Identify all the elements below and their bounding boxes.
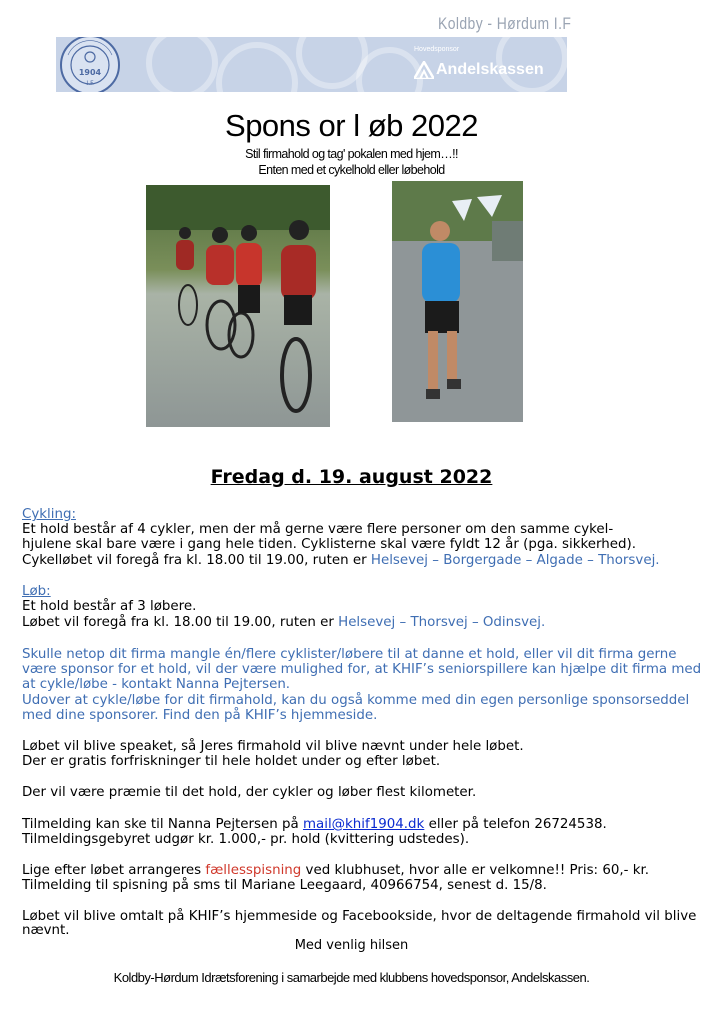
subtitle: Stil firmahold og tag' pokalen med hjem…!! bbox=[245, 147, 458, 161]
sponsor-info: Udover at cykle/løbe for dit firmahold, kan du også komme med din egen personlige sponsorseddel bbox=[22, 693, 690, 708]
signup-line bbox=[22, 817, 607, 832]
dinner-highlight: fællesspisning bbox=[205, 863, 302, 878]
page-title: Spons or l øb 2022 bbox=[225, 108, 478, 143]
lob-route-line bbox=[22, 615, 545, 630]
closing-text: nævnt. bbox=[22, 923, 70, 938]
dinner-line bbox=[22, 863, 649, 878]
lob-route: Helsevej – Thorsvej – Odinsvej. bbox=[338, 615, 546, 630]
sponsor-info: med dine sponsorer. Find den på KHIF’s hjemmeside. bbox=[22, 708, 378, 723]
signup-text: eller på telefon 26724538. bbox=[424, 817, 607, 832]
speak-text: Der er gratis forfriskninger til hele holdet under og efter løbet. bbox=[22, 754, 441, 769]
cykling-text: Et hold består af 4 cykler, men der må gerne være flere personer om den samme cykel- bbox=[22, 522, 614, 537]
sponsor-label: Hovedsponsor bbox=[414, 46, 460, 53]
dinner-text: Lige efter løbet arrangeres bbox=[22, 863, 206, 878]
signup-fee: Tilmeldingsgebyret udgør kr. 1.000,- pr. hold (kvittering udstedes). bbox=[22, 832, 470, 847]
svg-text:I.F: I.F bbox=[86, 80, 94, 87]
sponsor-banner bbox=[56, 37, 567, 92]
lob-text: Løbet vil foregå fra kl. 18.00 til 19.00, ruten er bbox=[22, 615, 339, 630]
sponsor-info: Skulle netop dit firma mangle én/flere cyklister/løbere til at danne et hold, eller vil dit firma gerne bbox=[22, 647, 677, 662]
cykling-text: hjulene skal bare være i gang hele tiden. Cyklisterne skal være fyldt 12 år (pga. sikkerhed). bbox=[22, 537, 636, 552]
cykling-text: Cykelløbet vil foregå fra kl. 18.00 til 19.00, ruten er bbox=[22, 553, 371, 568]
regards: Med venlig hilsen bbox=[294, 938, 409, 953]
sponsor-info: være sponsor for et hold, vil der være mulighed for, at KHIF’s seniorspillere kan hjælpe dit firma med bbox=[22, 662, 702, 677]
svg-text:1904: 1904 bbox=[78, 68, 102, 77]
runner-photo bbox=[392, 181, 523, 422]
email-link[interactable]: mail@khif1904.dk bbox=[302, 817, 425, 832]
footer: Koldby-Hørdum Idrætsforening i samarbejde med klubbens hovedsponsor, Andelskassen. bbox=[113, 970, 590, 985]
cykling-route-line bbox=[22, 553, 660, 568]
subtitle: Enten med et cykelhold eller løbehold bbox=[258, 163, 445, 177]
closing-text: Løbet vil blive omtalt på KHIF’s hjemmeside og Facebookside, hvor de deltagende firmahold vil blive bbox=[22, 909, 697, 924]
lob-heading: Løb: bbox=[22, 584, 51, 599]
speak-text: Løbet vil blive speaket, så Jeres firmahold vil blive nævnt under hele løbet. bbox=[22, 739, 524, 754]
dinner-text: ved klubhuset, hvor alle er velkomne!! Pris: 60,- kr. bbox=[301, 863, 649, 878]
club-logo-icon bbox=[58, 37, 122, 92]
signup-text: Tilmelding kan ske til Nanna Pejtersen på bbox=[22, 817, 303, 832]
cykling-heading: Cykling: bbox=[22, 507, 76, 522]
sponsor-info: at cykle/løbe - kontakt Nanna Pejtersen. bbox=[22, 677, 291, 692]
cykling-route: Helsevej – Borgergade – Algade – Thorsvej. bbox=[370, 553, 660, 568]
cyclists-photo bbox=[146, 185, 330, 427]
sponsor-name: Andelskassen bbox=[436, 61, 544, 78]
prize-text: Der vil være præmie til det hold, der cykler og løber flest kilometer. bbox=[22, 785, 477, 800]
andelskassen-logo-icon bbox=[414, 61, 434, 79]
lob-text: Et hold består af 3 løbere. bbox=[22, 599, 197, 614]
club-name: Koldby - Hørdum I.F bbox=[438, 14, 572, 33]
dinner-signup: Tilmelding til spisning på sms til Mariane Leegaard, 40966754, senest d. 15/8. bbox=[22, 878, 547, 893]
event-date: Fredag d. 19. august 2022 bbox=[210, 466, 493, 488]
